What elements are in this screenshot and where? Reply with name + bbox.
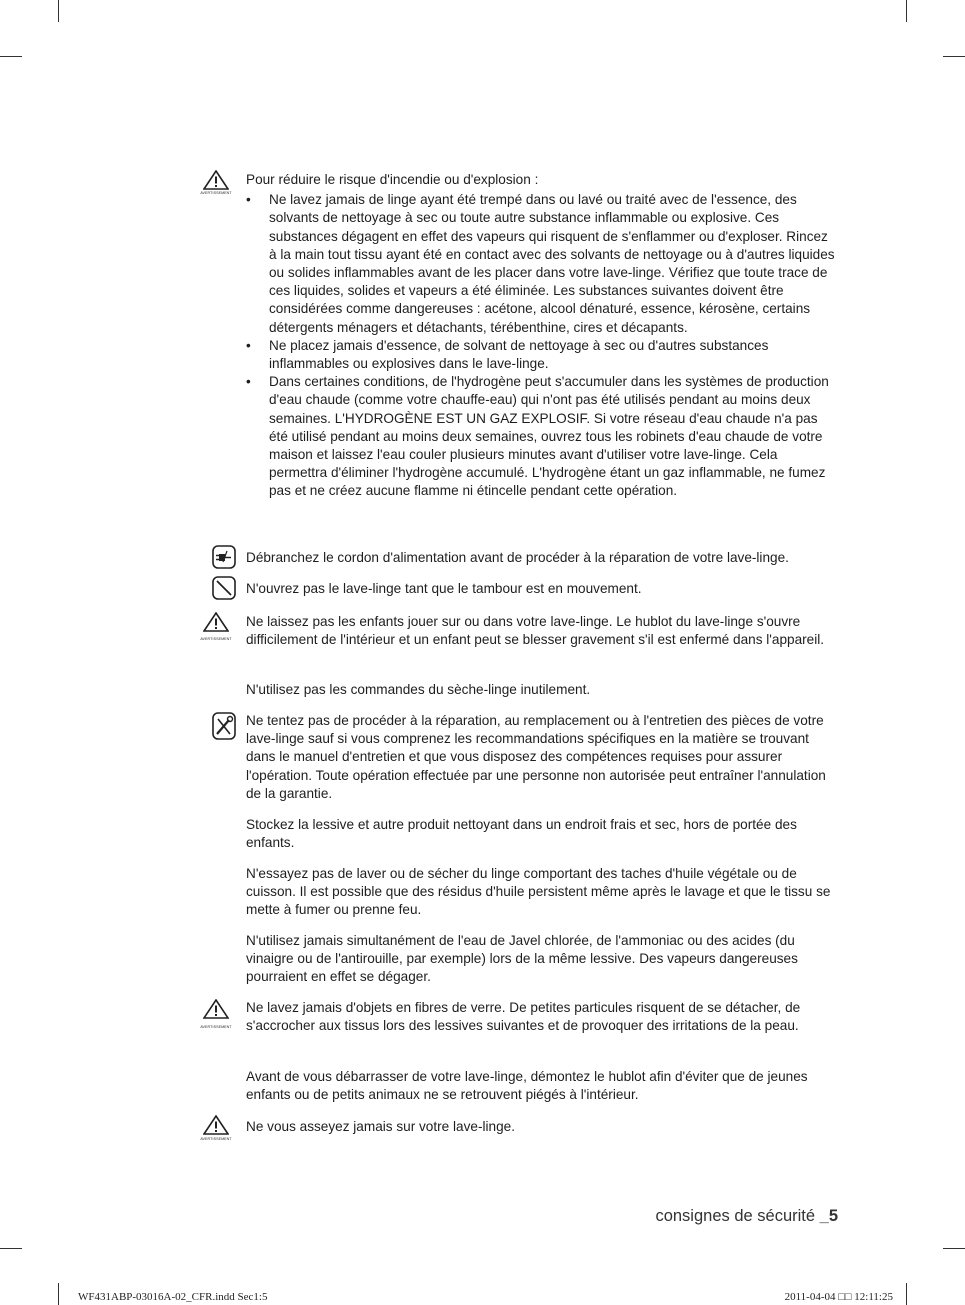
prohibited-icon — [212, 576, 236, 605]
disposal-text: Avant de vous débarrasser de votre lave-linge, démontez le hublot afin d'éviter que de jeunes enfants ou de petits animaux ne se retrouvent piégés à l'intérieur. — [246, 1069, 808, 1103]
crop-mark — [0, 56, 22, 57]
fire-warning-section — [246, 171, 838, 501]
warning-label: AVERTISSEMENT — [200, 1025, 232, 1029]
footer-title: consignes de sécurité — [655, 1207, 820, 1225]
print-slug-timestamp: 2011-04-04 □□ 12:11:25 — [784, 1291, 893, 1303]
crop-mark — [943, 56, 965, 57]
no-repair-icon — [212, 712, 236, 745]
list-item: • Dans certaines conditions, de l'hydrogène peut s'accumuler dans les systèmes de production d'eau chaude (comme votre chauffe-eau) qui n'ont pas été utilisés pendant au moins deux semaines. L'HYDROGÈNE EST UN GAZ EXPLOSIF. Si votre réseau d'eau chaude n'a pas été utilisé pendant au moins deux semaines, ouvrez tous les robinets d'eau chaude de votre maison et laissez l'eau couler plusieurs minutes avant d'utiliser votre lave-linge. Cela permettra d'éliminer l'hydrogène accumulé. L'hydrogène étant un gaz inflammable, ne fumez pas et ne créez aucune flamme ni étincelle pendant cette opération. — [269, 373, 838, 500]
print-slug-file: WF431ABP-03016A-02_CFR.indd Sec1:5 — [78, 1291, 268, 1303]
crop-mark — [58, 1283, 59, 1305]
unplug-text: Débranchez le cordon d'alimentation avant de procéder à la réparation de votre lave-linge. — [246, 550, 789, 565]
fire-warning-intro: Pour réduire le risque d'incendie ou d'explosion : — [246, 172, 539, 187]
no-sit-warning-text: Ne vous asseyez jamais sur votre lave-linge. — [246, 1119, 515, 1134]
page-footer — [655, 1207, 838, 1226]
unplug-icon — [212, 545, 236, 574]
crop-mark — [58, 0, 59, 22]
fiberglass-warning-text: Ne lavez jamais d'objets en fibres de verre. De petites particules risquent de se détacher, de s'accrocher aux tissus lors des lessives suivantes et de provoquer des irritations de la peau. — [246, 1000, 801, 1034]
fire-warning-list — [246, 191, 838, 500]
warning-label: AVERTISSEMENT — [200, 191, 232, 195]
list-item: • Ne placez jamais d'essence, de solvant de nettoyage à sec ou d'autres substances inflammables ou explosives dans le lave-linge. — [269, 337, 838, 373]
crop-mark — [906, 0, 907, 22]
children-warning-text: Ne laissez pas les enfants jouer sur ou dans votre lave-linge. Le hublot du lave-linge s'ouvre difficilement de l'intérieur et un enfant peut se blesser gravement s'il est enfermé dans l'appareil. — [246, 614, 825, 648]
list-item: • Ne lavez jamais de linge ayant été trempé dans ou lavé ou traité avec de l'essence, des solvants de nettoyage à sec ou toute autre substance inflammable ou explosive. Ces substances dégagent en effet des vapeurs qui risquent de s'enflammer ou d'exploser. Rincez à la main tout tissu ayant été en contact avec des solvants de nettoyage ou à d'autres liquides ou solides inflammables avant de les placer dans votre lave-linge. Vérifiez que toute trace de ces liquides, solides et vapeurs a été éliminée. Les substances suivantes doivent être considérées comme dangereuses : acétone, alcool dénaturé, essence, kérosène, certains détergents ménagers et détachants, térébenthine, cires et décapants. — [269, 191, 838, 337]
repair-warning-text: Ne tentez pas de procéder à la réparation, au remplacement ou à l'entretien des pièces de votre lave-linge sauf si vous comprenez les recommandations spécifiques en la matière se trouvant dans le manuel d'entretien et que vous disposez des compétences requises pour assurer l'opération. Toute opération effectuée par une personne non autorisée peut entraîner l'annulation de la garantie. — [246, 713, 826, 801]
oil-text: N'essayez pas de laver ou de sécher du linge comportant des taches d'huile végétale ou de cuisson. Il est possible que des résidus d'huile persistent même après le lavage et que le tissu se mette à fumer ou prenne feu. — [246, 866, 831, 918]
page-number: _5 — [819, 1207, 838, 1225]
crop-mark — [943, 1248, 965, 1249]
warning-icon — [203, 999, 229, 1024]
crop-mark — [0, 1248, 22, 1249]
controls-text: N'utilisez pas les commandes du sèche-linge inutilement. — [246, 682, 591, 697]
storage-text: Stockez la lessive et autre produit nettoyant dans un endroit frais et sec, hors de portée des enfants. — [246, 817, 797, 851]
warning-icon — [203, 612, 229, 637]
chlorine-text: N'utilisez jamais simultanément de l'eau de Javel chlorée, de l'ammoniac ou des acides (du vinaigre ou de l'antirouille, par exemple) lors de la même lessive. Des vapeurs dangereuses pourraient en effet se dégager. — [246, 933, 798, 985]
crop-mark — [906, 1283, 907, 1305]
warning-label: AVERTISSEMENT — [200, 637, 232, 641]
no-open-text: N'ouvrez pas le lave-linge tant que le tambour est en mouvement. — [246, 581, 642, 596]
warning-label: AVERTISSEMENT — [200, 1137, 232, 1141]
